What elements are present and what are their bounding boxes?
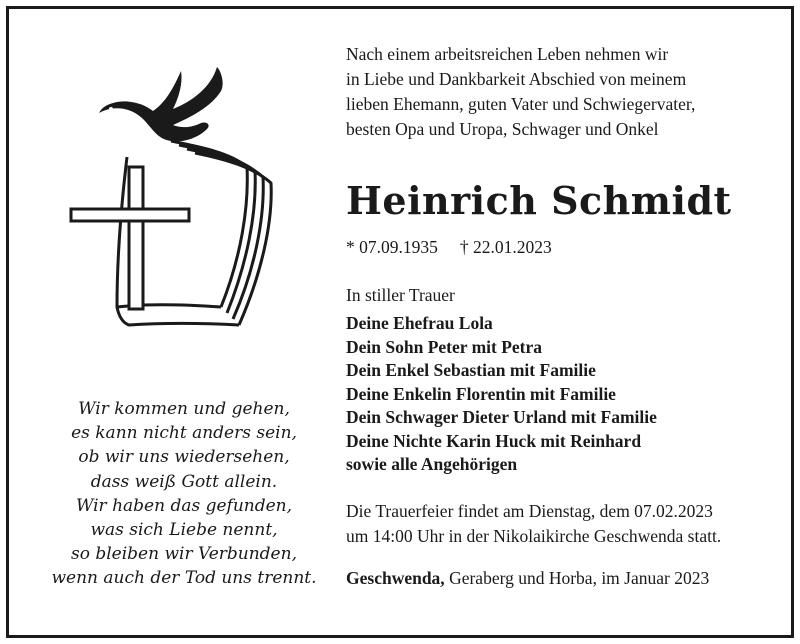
intro-line: Nach einem arbeitsreichen Leben nehmen wir — [346, 44, 669, 64]
poem-line: wenn auch der Tod uns trennt. — [51, 568, 317, 589]
mourner: Dein Sohn Peter mit Petra — [346, 336, 543, 357]
mourner: Deine Ehefrau Lola — [346, 313, 493, 333]
place-bold: Geschwenda, — [346, 567, 445, 588]
intro-line: besten Opa und Uropa, Schwager und Onkel — [346, 119, 659, 139]
life-dates — [346, 236, 786, 258]
mourner: Dein Enkel Sebastian mit Familie — [346, 360, 596, 380]
funeral-info — [346, 499, 786, 549]
place-and-date — [346, 567, 786, 589]
poem-line: Wir kommen und gehen, — [78, 399, 290, 419]
dove-book-cross-icon — [61, 57, 301, 357]
place-rest: Geraberg und Horba, im Januar 2023 — [444, 567, 710, 588]
poem-line: Wir haben das gefunden, — [75, 495, 293, 516]
mourner: sowie alle Angehörigen — [346, 454, 518, 474]
intro-line: lieben Ehemann, guten Vater und Schwiegervater, — [346, 94, 696, 114]
mourners-list — [346, 312, 786, 477]
mourner: Dein Schwager Dieter Urland mit Familie — [346, 407, 657, 427]
mourner: Deine Enkelin Florentin mit Familie — [346, 383, 616, 404]
deceased-name: Heinrich Schmidt — [346, 178, 732, 223]
birth-date: * 07.09.1935 — [346, 237, 438, 257]
mourner: Deine Nichte Karin Huck mit Reinhard — [346, 430, 642, 451]
mourning-label: In stiller Trauer — [346, 285, 455, 305]
funeral-line: um 14:00 Uhr in der Nikolaikirche Geschwenda statt. — [346, 525, 722, 546]
poem-line: es kann nicht anders sein, — [71, 423, 297, 444]
poem-line: so bleiben wir Verbunden, — [71, 544, 297, 565]
obituary-frame — [6, 6, 794, 638]
intro-text — [346, 42, 786, 142]
death-date: † 22.01.2023 — [459, 237, 552, 257]
poem — [39, 397, 329, 591]
cross-icon — [71, 167, 189, 309]
poem-line: was sich Liebe nennt, — [90, 520, 278, 541]
funeral-line: Die Trauerfeier findet am Dienstag, dem 07.02.2023 — [346, 500, 713, 521]
obituary-text — [346, 42, 786, 589]
dove-icon — [99, 67, 223, 141]
poem-line: dass weiß Gott allein. — [90, 471, 278, 492]
intro-line: in Liebe und Dankbarkeit Abschied von meinem — [346, 69, 687, 89]
poem-line: ob wir uns wiedersehen, — [78, 447, 290, 468]
